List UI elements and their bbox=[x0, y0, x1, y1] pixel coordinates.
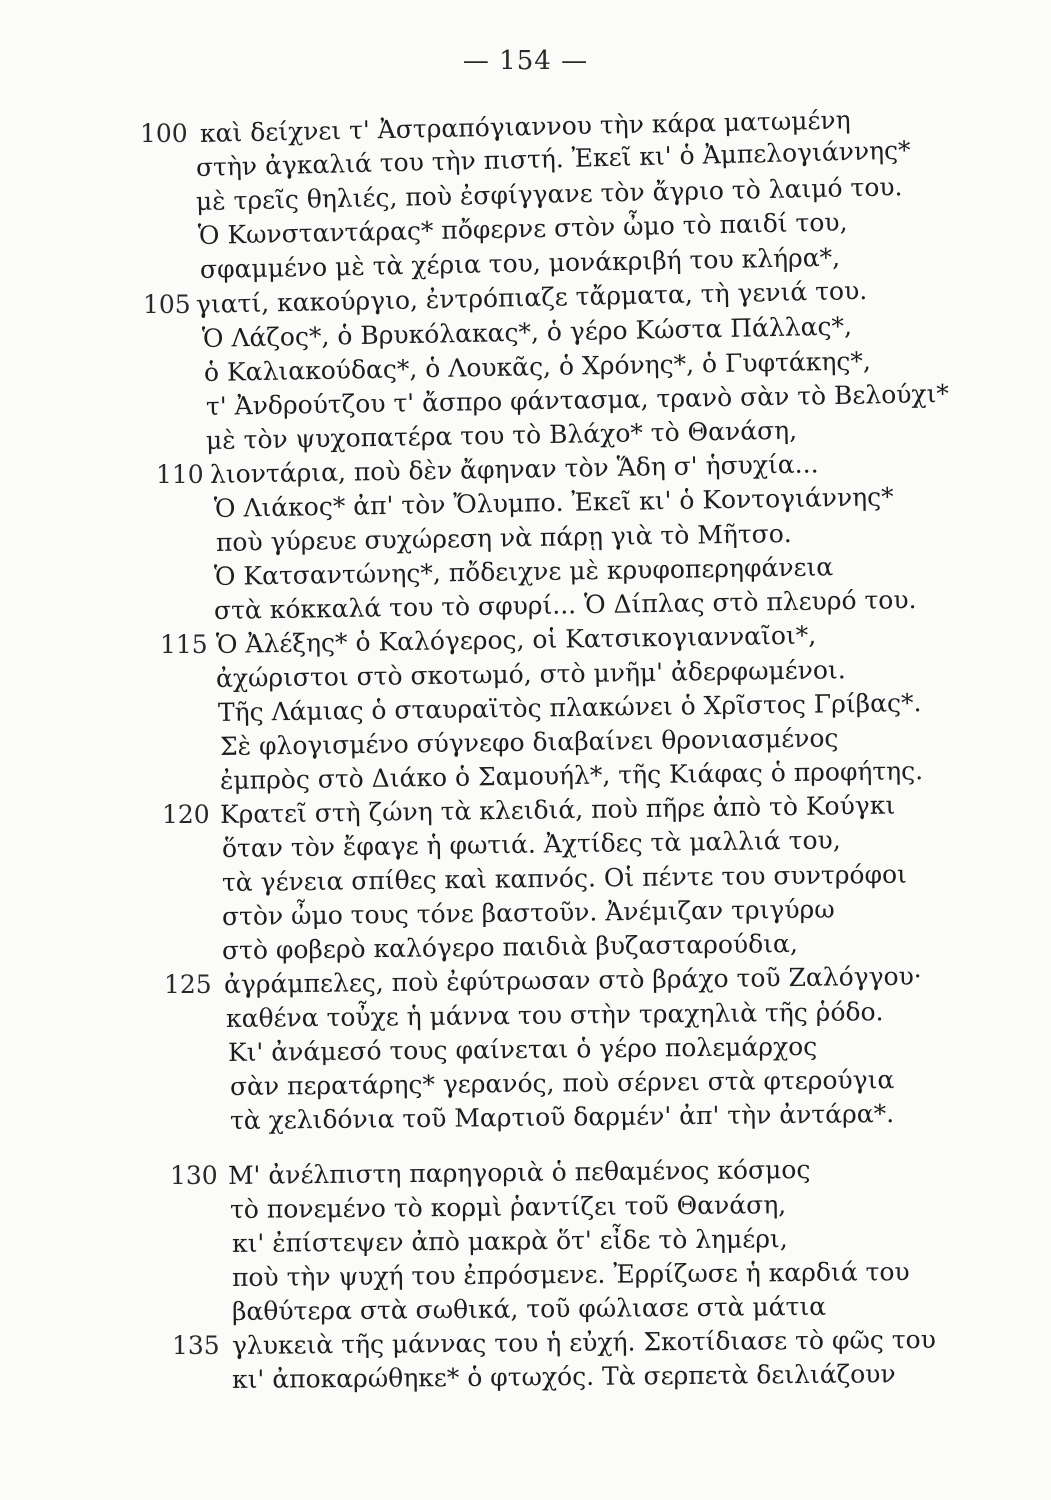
poem-line: Ὁ Λάζος*, ὁ Βρυκόλακας*, ὁ γέρο Κώστα Πάλλας*, bbox=[201, 311, 853, 353]
page-number: — 154 — bbox=[462, 46, 589, 76]
line-number: 115 bbox=[160, 630, 208, 659]
poem-line: βαθύτερα στὰ σωθικά, τοῦ φώλιασε στὰ μάτια bbox=[231, 1291, 827, 1326]
poem-line: λιοντάρια, ποὺ δὲν ἄφηναν τὸν Ἅδη σ' ἡσυχία... bbox=[209, 449, 819, 489]
poem-line: ὁ Καλιακούδας*, ὁ Λουκᾶς, ὁ Χρόνης*, ὁ Γυφτάκης*, bbox=[203, 346, 872, 387]
poem-line: σὰν περατάρης* γερανός, ποὺ σέρνει στὰ φτερούγια bbox=[229, 1065, 895, 1101]
poem-line: στὴν ἀγκαλιά του τὴν πιστή. Ἐκεῖ κι' ὁ Ἀμπελογιάννης* bbox=[195, 135, 911, 182]
poem-line: Μ' ἀνέλπιστη παρηγοριὰ ὁ πεθαμένος κόσμος bbox=[227, 1154, 811, 1190]
line-number: 110 bbox=[156, 460, 204, 489]
poem-line: στὸ φοβερὸ καλόγερο παιδιὰ βυζασταρούδια, bbox=[221, 928, 798, 965]
poem-line: Κρατεῖ στὴ ζώνη τὰ κλειδιά, ποὺ πῆρε ἀπὸ τὸ Κούγκι bbox=[219, 790, 896, 829]
poem-line: Τῆς Λάμιας ὁ σταυραϊτὸς πλακώνει ὁ Χρῖστος Γρίβας*. bbox=[217, 688, 922, 727]
line-number: 120 bbox=[162, 800, 210, 829]
poem-line: ποὺ γύρευε συχώρεση νὰ πάρῃ γιὰ τὸ Μῆτσο. bbox=[215, 518, 792, 557]
poem-line: ἀγράμπελες, ποὺ ἐφύτρωσαν στὸ βράχο τοῦ Ζαλόγγου· bbox=[223, 961, 922, 999]
poem-line: Κι' ἀνάμεσό τους φαίνεται ὁ γέρο πολεμάρχος bbox=[227, 1031, 818, 1067]
poem-line: τὰ γένεια σπίθες καὶ καπνός. Οἱ πέντε του συντρόφοι bbox=[221, 859, 908, 897]
poem-line: ὅταν τὸν ἔφαγε ἡ φωτιά. Ἀχτίδες τὰ μαλλιά του, bbox=[221, 825, 841, 863]
line-number: 130 bbox=[170, 1161, 218, 1190]
poem-line: μὲ τὸν ψυχοπατέρα του τὸ Βλάχο* τὸ Θανάση, bbox=[205, 415, 798, 455]
poem-line: ἐμπρὸς στὸ Διάκο ὁ Σαμουήλ*, τῆς Κιάφας ὁ προφήτης. bbox=[219, 756, 924, 795]
poem-line: μὲ τρεῖς θηλιές, ποὺ ἐσφίγγανε τὸν ἄγριο τὸ λαιμό του. bbox=[195, 172, 903, 216]
poem-line: τὰ χελιδόνια τοῦ Μαρτιοῦ δαρμέν' ἀπ' τὴν ἀντάρα*. bbox=[229, 1099, 895, 1135]
poem-line: Ὁ Κωνσταντάρας* πὄφερνε στὸν ὦμο τὸ παιδί του, bbox=[197, 207, 848, 250]
poem-line: Ὁ Κατσαντώνης*, πὄδειχνε μὲ κρυφοπερηφάνεια bbox=[213, 552, 834, 591]
poem-line: γλυκειὰ τῆς μάννας του ἡ εὐχή. Σκοτίδιασε τὸ φῶς του bbox=[231, 1324, 936, 1360]
poem-line: τὸ πονεμένο τὸ κορμὶ ῥαντίζει τοῦ Θανάση, bbox=[229, 1190, 787, 1224]
poem-line: τ' Ἀνδρούτζου τ' ἄσπρο φάντασμα, τρανὸ σὰν τὸ Βελούχι* bbox=[205, 379, 950, 421]
poem-line: Ὁ Λιάκος* ἀπ' τὸν Ὄλυμπο. Ἐκεῖ κι' ὁ Κοντογιάννης* bbox=[213, 482, 894, 523]
line-number: 135 bbox=[172, 1331, 220, 1360]
poem-line: ποὺ τὴν ψυχή του ἐπρόσμενε. Ἐρρίζωσε ἡ καρδιά του bbox=[231, 1257, 910, 1292]
line-number: 125 bbox=[164, 970, 212, 999]
poem-line: σφαμμένο μὲ τὰ χέρια του, μονάκριβή του κλήρα*, bbox=[199, 242, 841, 284]
line-number: 105 bbox=[143, 290, 191, 319]
line-number: 100 bbox=[140, 119, 188, 148]
poem-line: καὶ δείχνει τ' Ἀστραπόγιαννου τὴν κάρα ματωμένη bbox=[199, 105, 851, 148]
poem-line: κι' ἀποκαρώθηκε* ὁ φτωχός. Τὰ σερπετὰ δειλιάζουν bbox=[231, 1359, 896, 1394]
poem-line: στὸν ὦμο τους τόνε βαστοῦν. Ἀνέμιζαν τριγύρω bbox=[221, 894, 835, 931]
poem-line: γιατί, κακούργιο, ἐντρόπιαζε τἄρματα, τὴ γενιά του. bbox=[195, 275, 868, 319]
poem-line: Ὁ Ἀλέξης* ὁ Καλόγερος, οἱ Κατσικογιανναῖοι*, bbox=[215, 620, 817, 659]
poem-line: στὰ κόκκαλά του τὸ σφυρί... Ὁ Δίπλας στὸ πλευρό του. bbox=[213, 584, 917, 625]
poem-line: κι' ἐπίστεψεν ἀπὸ μακρὰ ὅτ' εἶδε τὸ λημέρι, bbox=[231, 1224, 788, 1258]
poem-line: ἀχώριστοι στὸ σκοτωμό, στὸ μνῆμ' ἀδερφωμένοι. bbox=[215, 655, 846, 693]
poem-line: καθένα τοὖχε ἡ μάννα του στὴν τραχηλιὰ τῆς ῥόδο. bbox=[225, 997, 884, 1033]
poem-line: Σὲ φλογισμένο σύγνεφο διαβαίνει θρονιασμένος bbox=[219, 723, 839, 761]
